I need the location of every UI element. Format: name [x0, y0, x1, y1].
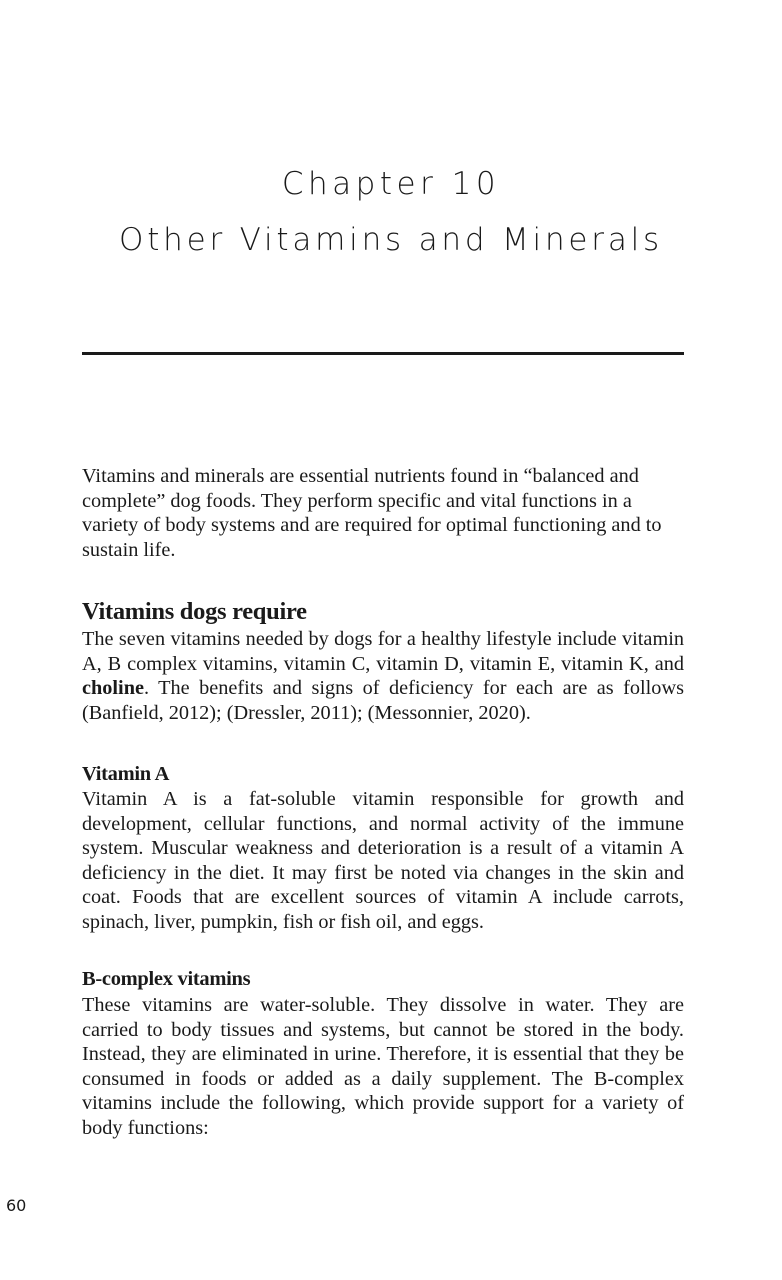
chapter-divider — [82, 352, 684, 355]
paragraph-text: . The benefits and signs of deficiency for each are as follows (Banfield, 2012); (Dressler, 2011); (Messonnier, 2020). — [82, 677, 684, 724]
intro-paragraph: Vitamins and minerals are essential nutrients found in “balanced and complete” dog foods. They perform specific and vital functions in a variety of body systems and are required for optimal functioning and to sustain life. — [82, 465, 662, 561]
section-heading-vitamin-a: Vitamin A — [82, 763, 170, 785]
page-number: 60 — [6, 1196, 27, 1215]
section-paragraph-vitamin-a: Vitamin A is a fat-soluble vitamin responsible for growth and development, cellular functions, and normal activity of the immune system. Muscular weakness and deterioration is a result of a vitamin A deficiency in the diet. It may first be noted via changes in the skin and coat. Foods that are excellent sources of vitamin A include carrots, spinach, liver, pumpkin, fish or fish oil, and eggs. — [82, 788, 684, 933]
chapter-number: Chapter 10 — [281, 166, 501, 202]
paragraph-text: The seven vitamins needed by dogs for a healthy lifestyle include vitamin A, B complex vitamins, vitamin C, vitamin D, vitamin E, vitamin K, and — [82, 628, 684, 675]
section-paragraph-vitamins-dogs-require — [82, 627, 684, 725]
section-heading-vitamins-dogs-require: Vitamins dogs require — [82, 598, 307, 625]
bold-term-choline: choline — [82, 677, 144, 700]
section-heading-b-complex: B-complex vitamins — [82, 968, 251, 990]
section-paragraph-b-complex: These vitamins are water-soluble. They dissolve in water. They are carried to body tissues and systems, but cannot be stored in the body. Instead, they are eliminated in urine. Therefore, it is essential that they be consumed in foods or added as a daily supplement. The B-complex vitamins include the following, which provide support for a variety of body functions: — [82, 994, 684, 1139]
chapter-title: Other Vitamins and Minerals — [119, 222, 663, 258]
